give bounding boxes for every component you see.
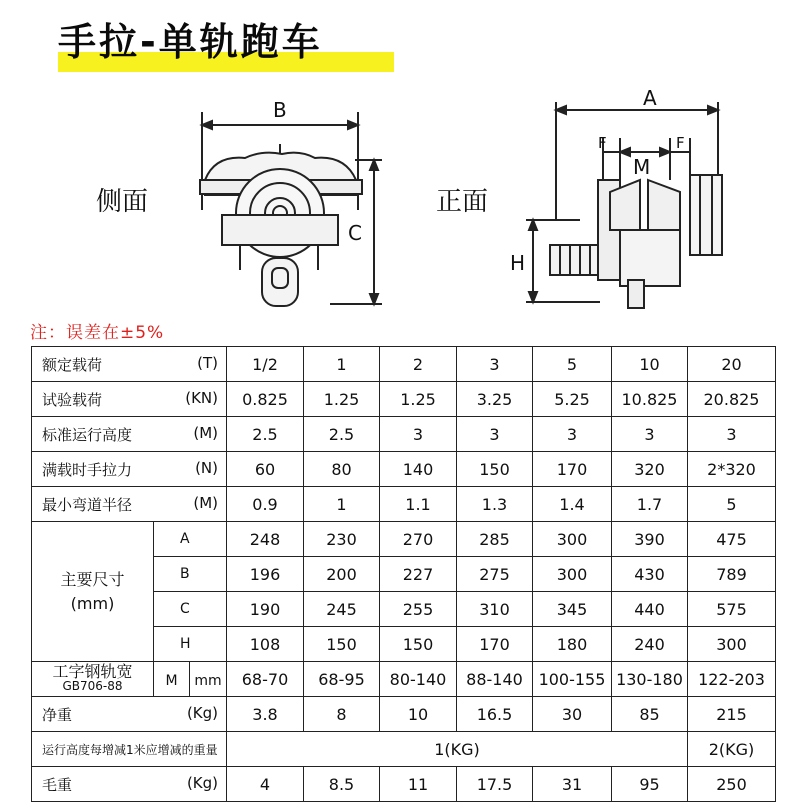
table-cell: 196 <box>227 557 304 592</box>
table-cell: 227 <box>380 557 457 592</box>
dim-f-right-label: F <box>676 134 685 152</box>
dim-c-label: C <box>348 221 362 245</box>
table-cell: 275 <box>457 557 533 592</box>
dim-key: H <box>154 627 227 662</box>
table-cell: 430 <box>612 557 688 592</box>
table-cell: 248 <box>227 522 304 557</box>
table-cell: 390 <box>612 522 688 557</box>
table-row-dim <box>32 522 776 557</box>
dim-a-label: A <box>643 86 657 110</box>
table-cell: 122-203 <box>688 662 776 697</box>
table-cell: 0.825 <box>227 382 304 417</box>
table-cell: 1 <box>304 487 380 522</box>
table-cell: 1.25 <box>304 382 380 417</box>
table-row-gross-weight <box>32 767 776 802</box>
row-label: 满载时手拉力 (N) <box>32 452 227 487</box>
table-cell: 130-180 <box>612 662 688 697</box>
table-cell: 68-70 <box>227 662 304 697</box>
table-cell: 215 <box>688 697 776 732</box>
dim-key: C <box>154 592 227 627</box>
table-cell: 31 <box>533 767 612 802</box>
net-weight-label: 净重 (Kg) <box>32 697 227 732</box>
table-cell: 8 <box>304 697 380 732</box>
row-label: 额定载荷 (T) <box>32 347 227 382</box>
table-cell: 1.7 <box>612 487 688 522</box>
table-row-extra-weight <box>32 732 776 767</box>
side-view-drawing <box>200 112 382 306</box>
table-cell: 270 <box>380 522 457 557</box>
table-cell: 1.3 <box>457 487 533 522</box>
table-cell: 10.825 <box>612 382 688 417</box>
table-cell: 5 <box>533 347 612 382</box>
table-cell: 3 <box>457 417 533 452</box>
table-cell: 95 <box>612 767 688 802</box>
table-cell: 80 <box>304 452 380 487</box>
row-label: 最小弯道半径 (M) <box>32 487 227 522</box>
table-cell: 8.5 <box>304 767 380 802</box>
table-cell: 85 <box>612 697 688 732</box>
table-cell: 68-95 <box>304 662 380 697</box>
table-cell: 285 <box>457 522 533 557</box>
table-row-net-weight <box>32 697 776 732</box>
table-cell: 3 <box>380 417 457 452</box>
table-row <box>32 347 776 382</box>
table-cell: 2 <box>380 347 457 382</box>
rail-unit-m: M <box>154 662 190 697</box>
table-cell: 3 <box>612 417 688 452</box>
table-cell: 1/2 <box>227 347 304 382</box>
extra-weight-large: 2(KG) <box>688 732 776 767</box>
spec-table <box>31 346 776 802</box>
table-cell: 1.4 <box>533 487 612 522</box>
table-cell: 300 <box>533 557 612 592</box>
table-cell: 1.25 <box>380 382 457 417</box>
table-cell: 20.825 <box>688 382 776 417</box>
table-cell: 5 <box>688 487 776 522</box>
front-view-drawing <box>526 102 722 308</box>
table-cell: 2.5 <box>304 417 380 452</box>
gross-weight-label: 毛重 (Kg) <box>32 767 227 802</box>
dim-key: A <box>154 522 227 557</box>
dim-f-left-label: F <box>598 134 607 152</box>
side-view-label: 侧面 <box>96 181 148 218</box>
dim-h-label: H <box>510 251 526 275</box>
dim-key: B <box>154 557 227 592</box>
dim-b-label: B <box>273 98 287 122</box>
table-row <box>32 452 776 487</box>
table-cell: 11 <box>380 767 457 802</box>
front-view-label: 正面 <box>436 181 488 218</box>
title-block <box>58 14 323 74</box>
rail-unit-mm: mm <box>190 662 227 697</box>
table-cell: 16.5 <box>457 697 533 732</box>
table-cell: 100-155 <box>533 662 612 697</box>
table-cell: 1 <box>304 347 380 382</box>
table-cell: 300 <box>533 522 612 557</box>
table-cell: 88-140 <box>457 662 533 697</box>
table-cell: 180 <box>533 627 612 662</box>
table-cell: 200 <box>304 557 380 592</box>
table-cell: 245 <box>304 592 380 627</box>
table-cell: 310 <box>457 592 533 627</box>
table-cell: 575 <box>688 592 776 627</box>
table-row <box>32 417 776 452</box>
table-cell: 10 <box>380 697 457 732</box>
table-row <box>32 382 776 417</box>
table-cell: 10 <box>612 347 688 382</box>
dim-m-label: M <box>633 155 651 179</box>
table-cell: 17.5 <box>457 767 533 802</box>
table-cell: 3.25 <box>457 382 533 417</box>
table-cell: 2*320 <box>688 452 776 487</box>
table-cell: 0.9 <box>227 487 304 522</box>
table-cell: 345 <box>533 592 612 627</box>
table-cell: 170 <box>457 627 533 662</box>
table-cell: 20 <box>688 347 776 382</box>
table-cell: 80-140 <box>380 662 457 697</box>
table-cell: 108 <box>227 627 304 662</box>
table-cell: 250 <box>688 767 776 802</box>
table-cell: 1.1 <box>380 487 457 522</box>
table-cell: 5.25 <box>533 382 612 417</box>
table-cell: 60 <box>227 452 304 487</box>
table-cell: 30 <box>533 697 612 732</box>
tolerance-note: 注：误差在±5% <box>30 323 165 343</box>
row-label: 试验载荷 (KN) <box>32 382 227 417</box>
table-cell: 240 <box>612 627 688 662</box>
diagram-area <box>0 80 800 320</box>
table-cell: 150 <box>380 627 457 662</box>
table-cell: 3.8 <box>227 697 304 732</box>
table-cell: 3 <box>533 417 612 452</box>
row-label: 标准运行高度 (M) <box>32 417 227 452</box>
extra-weight-label: 运行高度每增减1米应增减的重量 <box>32 732 227 767</box>
table-cell: 170 <box>533 452 612 487</box>
table-cell: 190 <box>227 592 304 627</box>
table-cell: 140 <box>380 452 457 487</box>
table-cell: 440 <box>612 592 688 627</box>
table-cell: 150 <box>304 627 380 662</box>
table-cell: 150 <box>457 452 533 487</box>
extra-weight-small: 1(KG) <box>227 732 688 767</box>
rail-label-cell: 工字钢轨宽 GB706-88 <box>32 662 154 697</box>
table-cell: 300 <box>688 627 776 662</box>
table-cell: 475 <box>688 522 776 557</box>
table-cell: 3 <box>688 417 776 452</box>
table-row <box>32 487 776 522</box>
table-row-rail <box>32 662 776 697</box>
table-cell: 789 <box>688 557 776 592</box>
main-dims-label: 主要尺寸 (mm) <box>32 522 154 662</box>
table-cell: 230 <box>304 522 380 557</box>
table-cell: 2.5 <box>227 417 304 452</box>
table-cell: 3 <box>457 347 533 382</box>
page-title: 手拉-单轨跑车 <box>58 20 323 64</box>
table-cell: 255 <box>380 592 457 627</box>
table-cell: 4 <box>227 767 304 802</box>
table-cell: 320 <box>612 452 688 487</box>
